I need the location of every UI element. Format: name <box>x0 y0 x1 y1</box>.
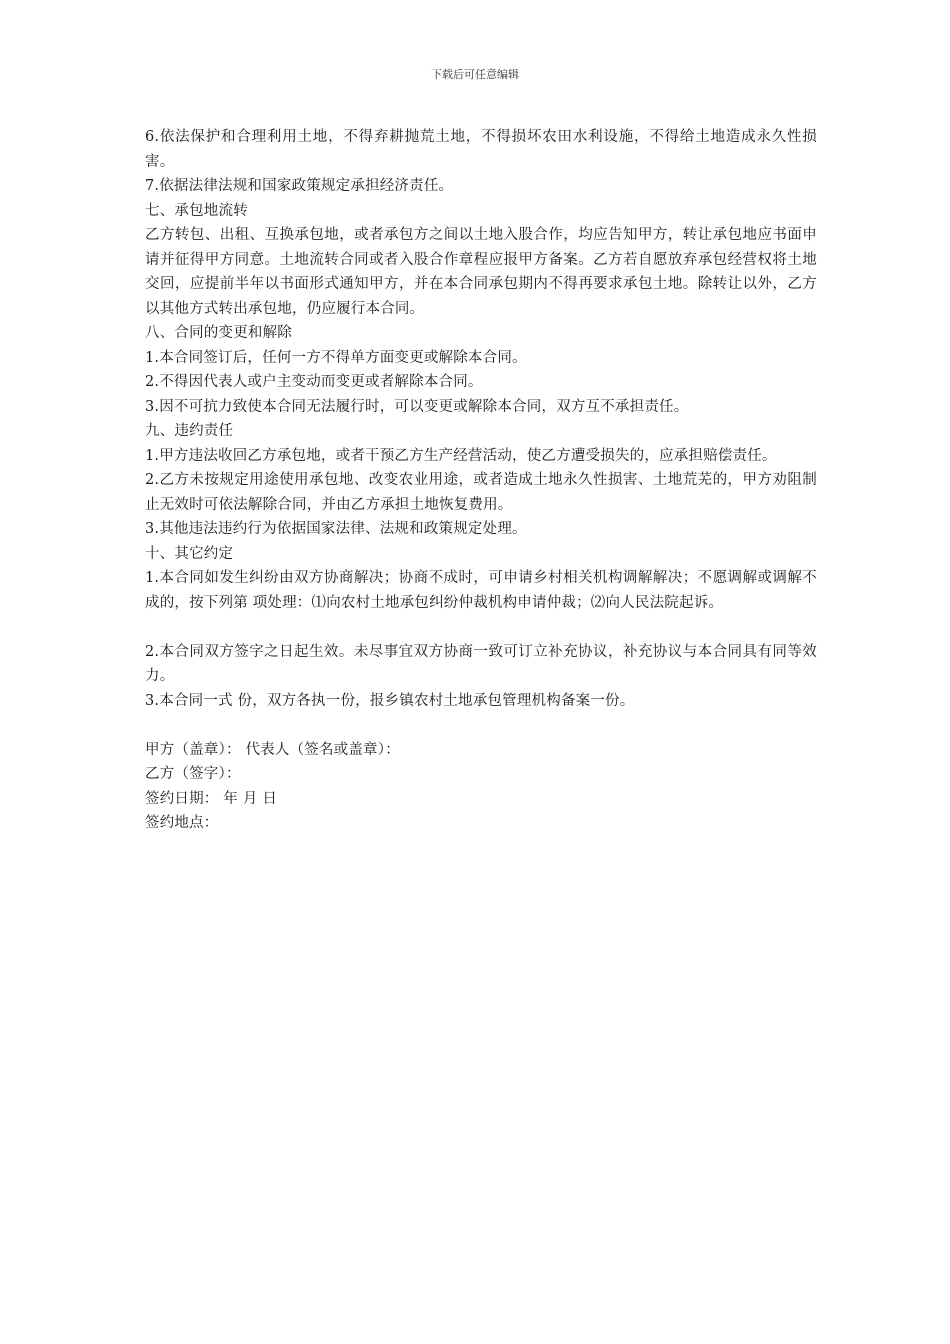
paragraph-liability-3: 3.其他违法违约行为依据国家法律、法规和政策规定处理。 <box>145 521 527 537</box>
document-body <box>145 125 817 836</box>
signature-date: 签约日期： 年 月 日 <box>145 790 278 807</box>
paragraph-other-2: 2.本合同双方签字之日起生效。未尽事宜双方协商一致可订立补充协议，补充协议与本合同具有同等效力。 <box>145 643 817 684</box>
paragraph-other-3: 3.本合同一式 份，双方各执一份，报乡镇农村土地承包管理机构备案一份。 <box>145 692 635 709</box>
section-heading-9: 九、违约责任 <box>145 423 234 439</box>
paragraph-land-transfer: 乙方转包、出租、互换承包地，或者承包方之间以土地入股合作，均应告知甲方，转让承包地应书面申请并征得甲方同意。土地流转合同或者入股合作章程应报甲方备案。乙方若自愿放弃承包经营权将土地交回，应提前半年以书面形式通知甲方，并在本合同承包期内不得再要求承包土地。除转让以外，乙方以其他方式转出承包地，仍应履行本合同。 <box>145 227 817 317</box>
paragraph-change-1: 1.本合同签订后，任何一方不得单方面变更或解除本合同。 <box>145 349 527 366</box>
paragraph-change-3: 3.因不可抗力致使本合同无法履行时，可以变更或解除本合同，双方互不承担责任。 <box>145 398 689 415</box>
section-heading-8: 八、合同的变更和解除 <box>145 325 292 341</box>
section-heading-10: 十、其它约定 <box>145 545 234 562</box>
paragraph-liability-2: 2.乙方未按规定用途使用承包地、改变农业用途，或者造成土地永久性损害、土地荒芜的，甲方劝阻制止无效时可依法解除合同，并由乙方承担土地恢复费用。 <box>145 472 817 513</box>
paragraph-change-2: 2.不得因代表人或户主变动而变更或者解除本合同。 <box>145 374 483 390</box>
signature-block <box>145 738 817 836</box>
paragraph-clause-6: 6.依法保护和合理利用土地，不得弃耕抛荒土地，不得损坏农田水利设施，不得给土地造成永久性损害。 <box>145 129 817 170</box>
signature-party-b: 乙方（签字）： <box>145 766 241 782</box>
paragraph-other-1: 1.本合同如发生纠纷由双方协商解决；协商不成时，可申请乡村相关机构调解解决；不愿调解或调解不成的，按下列第 项处理：⑴向农村土地承包纠纷仲裁机构申请仲裁；⑵向人民法院起诉。 <box>145 570 817 611</box>
spacer <box>145 713 817 738</box>
section-heading-7: 七、承包地流转 <box>145 202 248 219</box>
paragraph-liability-1: 1.甲方违法收回乙方承包地，或者干预乙方生产经营活动，使乙方遭受损失的，应承担赔偿责任。 <box>145 447 777 464</box>
spacer <box>145 615 817 640</box>
signature-place: 签约地点： <box>145 815 219 831</box>
signature-party-a: 甲方（盖章）： 代表人（签名或盖章）： <box>145 741 400 758</box>
paragraph-clause-7: 7.依据法律法规和国家政策规定承担经济责任。 <box>145 178 454 194</box>
page-header-note: 下载后可任意编辑 <box>431 68 519 81</box>
